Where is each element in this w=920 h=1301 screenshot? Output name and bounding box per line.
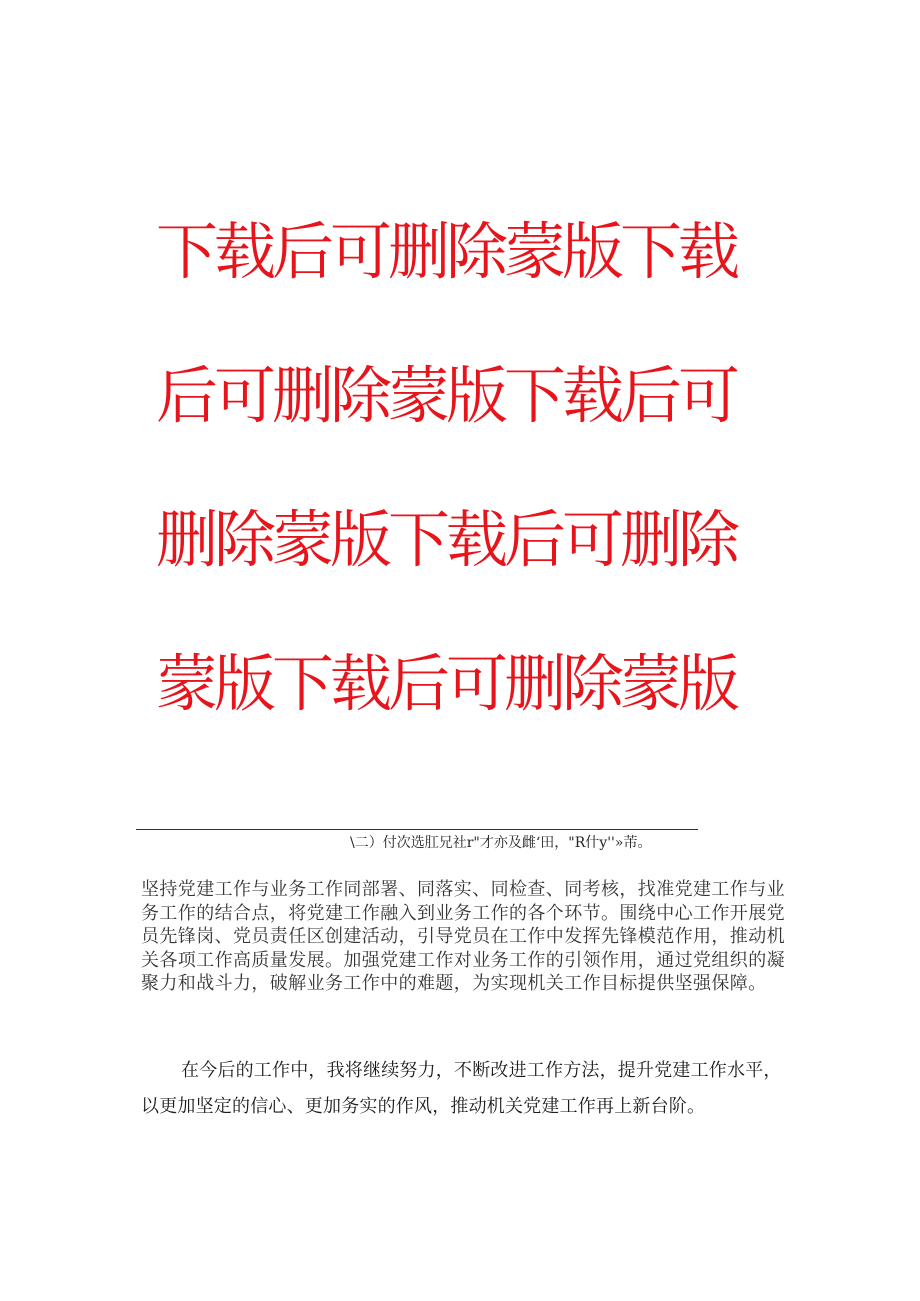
body-paragraph: 坚持党建工作与业务工作同部署、同落实、同检查、同考核，找准党建工作与业务工作的结合点，将党建工作融入到业务工作的各个环节。围绕中心工作开展党员先锋岗、党员责任区创建活动，引导党员在工作中发挥先锋模范作用，推动机关各项工作高质量发展。加强党建工作对业务工作的引领作用，通过党组织的凝聚力和战斗力，破解业务工作中的难题，为实现机关工作目标提供坚强保障。 (141, 879, 785, 994)
closing-paragraph: 在今后的工作中，我将继续努力，不断改进工作方法，提升党建工作水平，以更加坚定的信心、更加务实的作风，推动机关党建工作再上新台阶。 (141, 1060, 782, 1117)
watermark-text: 下载后可删除蒙版下载后可删除蒙版下载后可删除蒙版下载后可删除蒙版下载后可删除蒙版 (156, 215, 737, 720)
section-heading: \二）付次选肛兄社r"才亦及雌‘田，"R什y''»芾。 (350, 835, 652, 851)
header-divider (136, 829, 698, 830)
